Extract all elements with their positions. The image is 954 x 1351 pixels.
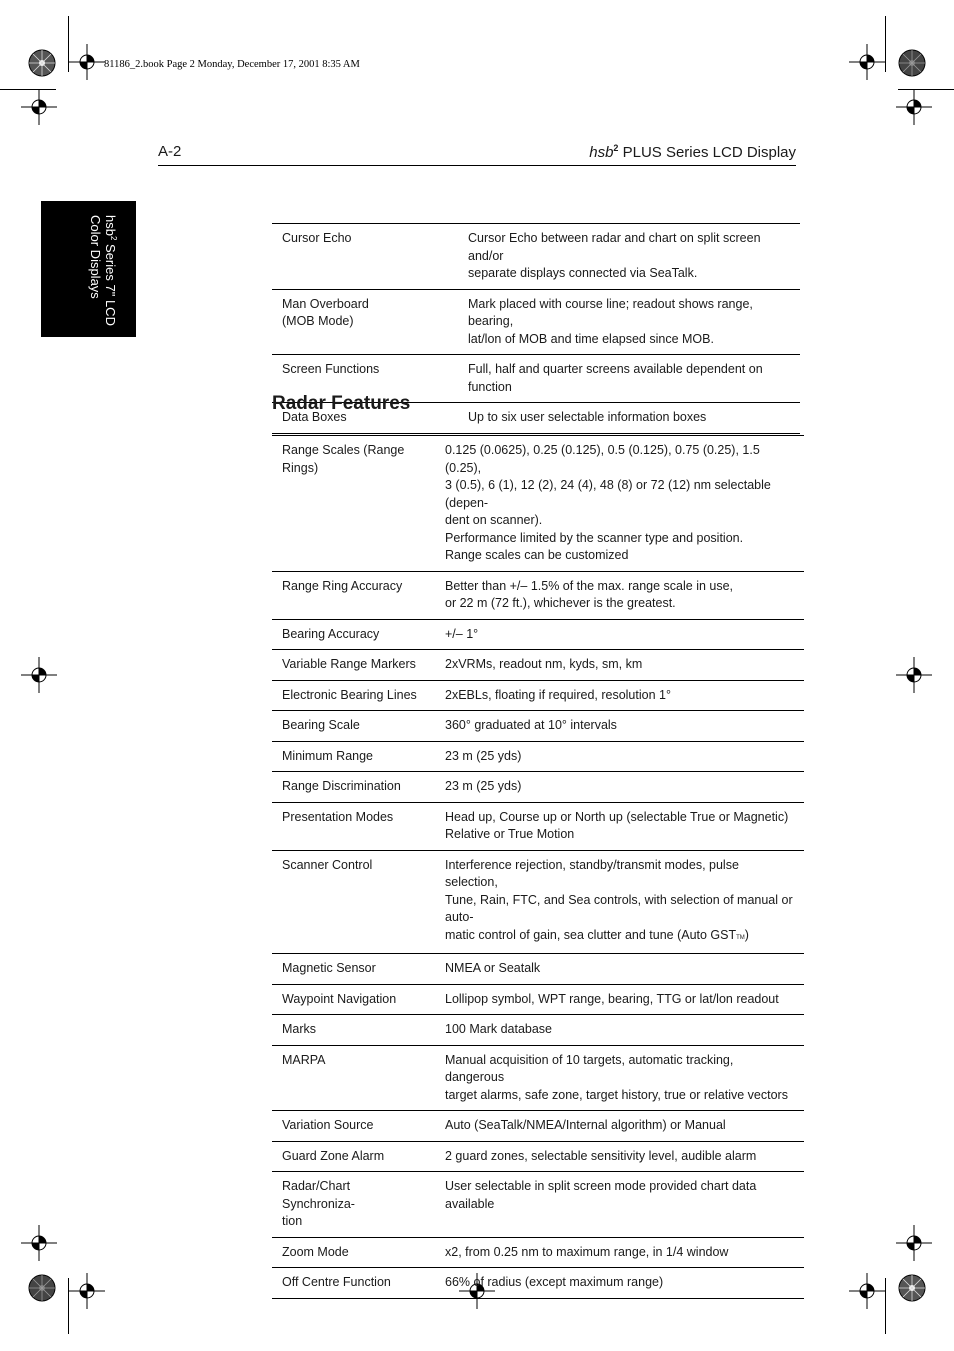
spec-text-content: NMEA or Seatalk	[445, 961, 541, 975]
spec-text-content: 23 m (25 yds)	[445, 748, 522, 763]
spec-text-content: dent on scanner).	[445, 513, 543, 527]
spec-text	[445, 927, 794, 948]
table-row	[272, 1015, 804, 1046]
crop-line	[885, 16, 886, 72]
feature-cell	[272, 1268, 435, 1299]
table-row	[272, 1172, 804, 1238]
spec-text-content: target alarms, safe zone, target history, true or relative vectors	[445, 1087, 788, 1102]
feature-cell	[272, 650, 435, 681]
spec-cell	[435, 1268, 804, 1299]
spec-text	[445, 512, 794, 530]
table-row	[272, 984, 804, 1015]
feature-text: Waypoint Navigation	[282, 991, 397, 1006]
table-row	[272, 619, 804, 650]
spec-text	[445, 1052, 794, 1087]
registration-mark-bottom-right	[849, 1273, 885, 1309]
table-row	[272, 680, 804, 711]
running-header	[158, 143, 796, 166]
spec-text-content: Lollipop symbol, WPT range, bearing, TTG or lat/lon readout	[445, 991, 779, 1006]
spec-text-content: Interference rejection, standby/transmit modes, pulse selection,	[445, 857, 739, 889]
side-tab-prefix: hsb	[103, 215, 118, 236]
feature-text: Bearing Scale	[282, 718, 360, 732]
book-info-slug: 81186_2.book Page 2 Monday, December 17, 2001 8:35 AM	[104, 59, 360, 70]
feature-text: Variable Range Markers	[282, 657, 416, 671]
registration-mark-right-middle	[896, 657, 932, 693]
side-tab-rest: Series 7" LCD	[103, 240, 118, 326]
registration-mark-left-middle	[21, 657, 57, 693]
spec-text	[445, 1178, 794, 1213]
spec-text	[445, 578, 794, 596]
feature-text: Radar/Chart Synchroniza-	[282, 1179, 355, 1211]
star-target-top-right	[898, 49, 926, 77]
table-row	[272, 1045, 804, 1111]
table-row	[272, 1111, 804, 1142]
spec-text	[445, 656, 794, 674]
crop-line	[885, 1278, 886, 1334]
feature-cell	[272, 1111, 435, 1142]
spec-text-content: 0.125 (0.0625), 0.25 (0.125), 0.5 (0.125), 0.75 (0.25), 1.5 (0.25),	[445, 443, 760, 475]
spec-cell	[435, 954, 804, 985]
crop-line	[68, 1278, 69, 1334]
title-superscript: 2	[613, 143, 619, 153]
spec-text	[468, 331, 790, 349]
spec-text	[445, 442, 794, 477]
spec-cell	[435, 711, 804, 742]
feature-text: Range Scales (Range Rings)	[282, 443, 405, 475]
registration-mark-left-upper	[21, 89, 57, 125]
table-row	[272, 741, 804, 772]
spec-cell	[435, 772, 804, 803]
registration-mark-right-lower	[896, 1225, 932, 1261]
crop-line	[68, 16, 69, 72]
feature-text: Marks	[282, 1022, 317, 1036]
feature-cell	[272, 1045, 435, 1111]
spec-text-content: Manual acquisition of 10 targets, automatic tracking, dangerous	[445, 1052, 734, 1084]
table-row	[272, 224, 800, 290]
spec-text-content: 2xVRMs, readout nm, kyds, sm, km	[445, 657, 643, 671]
spec-text	[445, 1087, 794, 1105]
spec-text	[445, 748, 794, 766]
feature-text: (MOB Mode)	[282, 314, 354, 328]
spec-text	[445, 778, 794, 796]
spec-text	[468, 265, 790, 283]
spec-text-content: 2 guard zones, selectable sensitivity level, audible alarm	[445, 1148, 757, 1163]
table-row	[272, 289, 800, 355]
spec-text-content: Performance limited by the scanner type and position.	[445, 530, 744, 545]
registration-mark-top-left	[69, 44, 105, 80]
table-row	[272, 1141, 804, 1172]
title-rest: PLUS Series LCD Display	[618, 144, 796, 161]
spec-text	[445, 1117, 794, 1135]
spec-cell	[435, 802, 804, 850]
spec-text	[445, 826, 794, 844]
feature-cell	[272, 571, 435, 619]
spec-text-content: Auto (SeaTalk/NMEA/Internal algorithm) or Manual	[445, 1118, 726, 1132]
spec-text	[445, 477, 794, 512]
spec-cell	[435, 680, 804, 711]
spec-cell	[435, 1111, 804, 1142]
spec-text-content: 3 (0.5), 6 (1), 12 (2), 24 (4), 48 (8) or 72 (12) nm selectable (depen-	[445, 478, 771, 510]
feature-cell	[272, 1015, 435, 1046]
feature-text: Range Ring Accuracy	[282, 578, 403, 593]
spec-text	[445, 595, 794, 613]
table-row	[272, 650, 804, 681]
spec-text-content: Up to six user selectable information boxes	[468, 410, 707, 424]
spec-cell	[435, 1172, 804, 1238]
table-row	[272, 1237, 804, 1268]
spec-text	[445, 1274, 794, 1292]
feature-text: Electronic Bearing Lines	[282, 687, 417, 702]
table-row	[272, 954, 804, 985]
spec-cell	[458, 355, 800, 403]
document-title	[589, 143, 796, 161]
feature-text: Zoom Mode	[282, 1244, 349, 1259]
table-row	[272, 711, 804, 742]
spec-text-content: 2xEBLs, floating if required, resolution 1°	[445, 687, 671, 702]
spec-tail: )	[744, 927, 749, 942]
star-target-top-left	[28, 49, 56, 77]
spec-cell	[458, 224, 800, 290]
feature-text: Range Discrimination	[282, 779, 401, 793]
spec-text-content: x2, from 0.25 nm to maximum range, in 1/4 window	[445, 1244, 729, 1259]
spec-text-content: Mark placed with course line; readout shows range, bearing,	[468, 296, 753, 328]
spec-cell	[435, 1045, 804, 1111]
chapter-side-tab	[41, 201, 136, 337]
side-tab-line-1	[103, 215, 121, 335]
section-heading: Radar Features	[272, 393, 411, 414]
feature-text: Bearing Accuracy	[282, 626, 380, 641]
feature-text: Guard Zone Alarm	[282, 1148, 385, 1163]
spec-text	[445, 991, 794, 1009]
spec-text	[445, 530, 794, 548]
spec-text	[468, 409, 790, 427]
table-row	[272, 850, 804, 954]
feature-text: tion	[282, 1214, 303, 1228]
feature-cell	[272, 984, 435, 1015]
spec-text-content: Cursor Echo between radar and chart on split screen and/or	[468, 231, 761, 263]
feature-text: Man Overboard	[282, 296, 369, 311]
spec-text	[445, 626, 794, 644]
spec-cell	[435, 436, 804, 572]
spec-cell	[458, 289, 800, 355]
title-prefix: hsb	[589, 144, 614, 161]
feature-cell	[272, 289, 458, 355]
feature-cell	[272, 224, 458, 290]
spec-text	[445, 809, 794, 827]
table-row	[272, 802, 804, 850]
spec-text-content: Head up, Course up or North up (selectable True or Magnetic)	[445, 809, 789, 824]
spec-cell	[435, 741, 804, 772]
side-tab-text	[88, 215, 121, 335]
spec-text	[445, 960, 794, 978]
table-row	[272, 436, 804, 572]
spec-text	[468, 296, 790, 331]
spec-cell	[435, 650, 804, 681]
feature-cell	[272, 1141, 435, 1172]
crop-line	[0, 89, 56, 90]
feature-text: MARPA	[282, 1052, 326, 1067]
star-target-bottom-left	[28, 1274, 56, 1302]
crop-line	[898, 89, 954, 90]
feature-cell	[272, 1237, 435, 1268]
spec-cell	[458, 403, 800, 434]
table-row	[272, 772, 804, 803]
spec-text	[445, 857, 794, 892]
spec-text-content: separate displays connected via SeaTalk.	[468, 266, 698, 280]
spec-text-content: +/– 1°	[445, 626, 479, 641]
table-row	[272, 571, 804, 619]
feature-text: Data Boxes	[282, 410, 347, 424]
spec-text	[445, 687, 794, 705]
spec-text-content: Full, half and quarter screens available dependent on function	[468, 362, 763, 394]
spec-text-content: User selectable in split screen mode provided chart data available	[445, 1179, 757, 1211]
registration-mark-right-upper	[896, 89, 932, 125]
spec-text-content: Range scales can be customized	[445, 548, 629, 562]
spec-cell	[435, 619, 804, 650]
spec-text	[445, 1148, 794, 1166]
spec-cell	[435, 571, 804, 619]
star-target-bottom-right	[898, 1274, 926, 1302]
spec-text-content: 100 Mark database	[445, 1022, 553, 1036]
spec-text-content: Better than +/– 1.5% of the max. range scale in use,	[445, 578, 734, 593]
feature-text: Scanner Control	[282, 857, 373, 872]
spec-cell	[435, 984, 804, 1015]
spec-cell	[435, 1141, 804, 1172]
radar-features-table	[272, 435, 804, 1299]
page-number: A-2	[158, 143, 182, 160]
feature-cell	[272, 954, 435, 985]
spec-text-content: Tune, Rain, FTC, and Sea controls, with selection of manual or auto-	[445, 892, 793, 924]
spec-text	[468, 361, 790, 396]
spec-text-content: Relative or True Motion	[445, 827, 575, 841]
side-tab-line-2: Color Displays	[88, 215, 103, 299]
registration-mark-left-lower	[21, 1225, 57, 1261]
spec-text-content: 23 m (25 yds)	[445, 779, 522, 793]
spec-text-content: or 22 m (72 ft.), whichever is the greatest.	[445, 596, 676, 610]
spec-text-content: matic control of gain, sea clutter and tune (Auto GST	[445, 927, 737, 942]
feature-text: Minimum Range	[282, 748, 374, 763]
spec-text	[445, 1244, 794, 1262]
feature-text: Variation Source	[282, 1118, 374, 1132]
spec-cell	[435, 850, 804, 954]
spec-text	[468, 230, 790, 265]
feature-cell	[272, 802, 435, 850]
feature-cell	[272, 741, 435, 772]
feature-text: Off Centre Function	[282, 1275, 391, 1289]
feature-cell	[272, 619, 435, 650]
spec-cell	[435, 1237, 804, 1268]
registration-mark-top-right	[849, 44, 885, 80]
feature-cell	[272, 772, 435, 803]
feature-cell	[272, 680, 435, 711]
spec-text	[445, 547, 794, 565]
feature-text: Screen Functions	[282, 362, 380, 376]
spec-text	[445, 1021, 794, 1039]
side-tab-superscript: 2	[109, 235, 118, 241]
spec-text-content: 66% of radius (except maximum range)	[445, 1275, 664, 1289]
spec-text	[445, 717, 794, 735]
feature-text: Cursor Echo	[282, 231, 352, 245]
feature-text: Magnetic Sensor	[282, 961, 376, 975]
trademark-mark: TM	[736, 934, 745, 941]
spec-text-content: lat/lon of MOB and time elapsed since MOB.	[468, 331, 714, 346]
feature-cell	[272, 436, 435, 572]
spec-text	[445, 892, 794, 927]
spec-cell	[435, 1015, 804, 1046]
table-row	[272, 1268, 804, 1299]
feature-text: Presentation Modes	[282, 809, 394, 824]
registration-mark-bottom-left	[69, 1273, 105, 1309]
feature-cell	[272, 850, 435, 954]
feature-cell	[272, 1172, 435, 1238]
feature-cell	[272, 711, 435, 742]
spec-text-content: 360° graduated at 10° intervals	[445, 718, 617, 732]
